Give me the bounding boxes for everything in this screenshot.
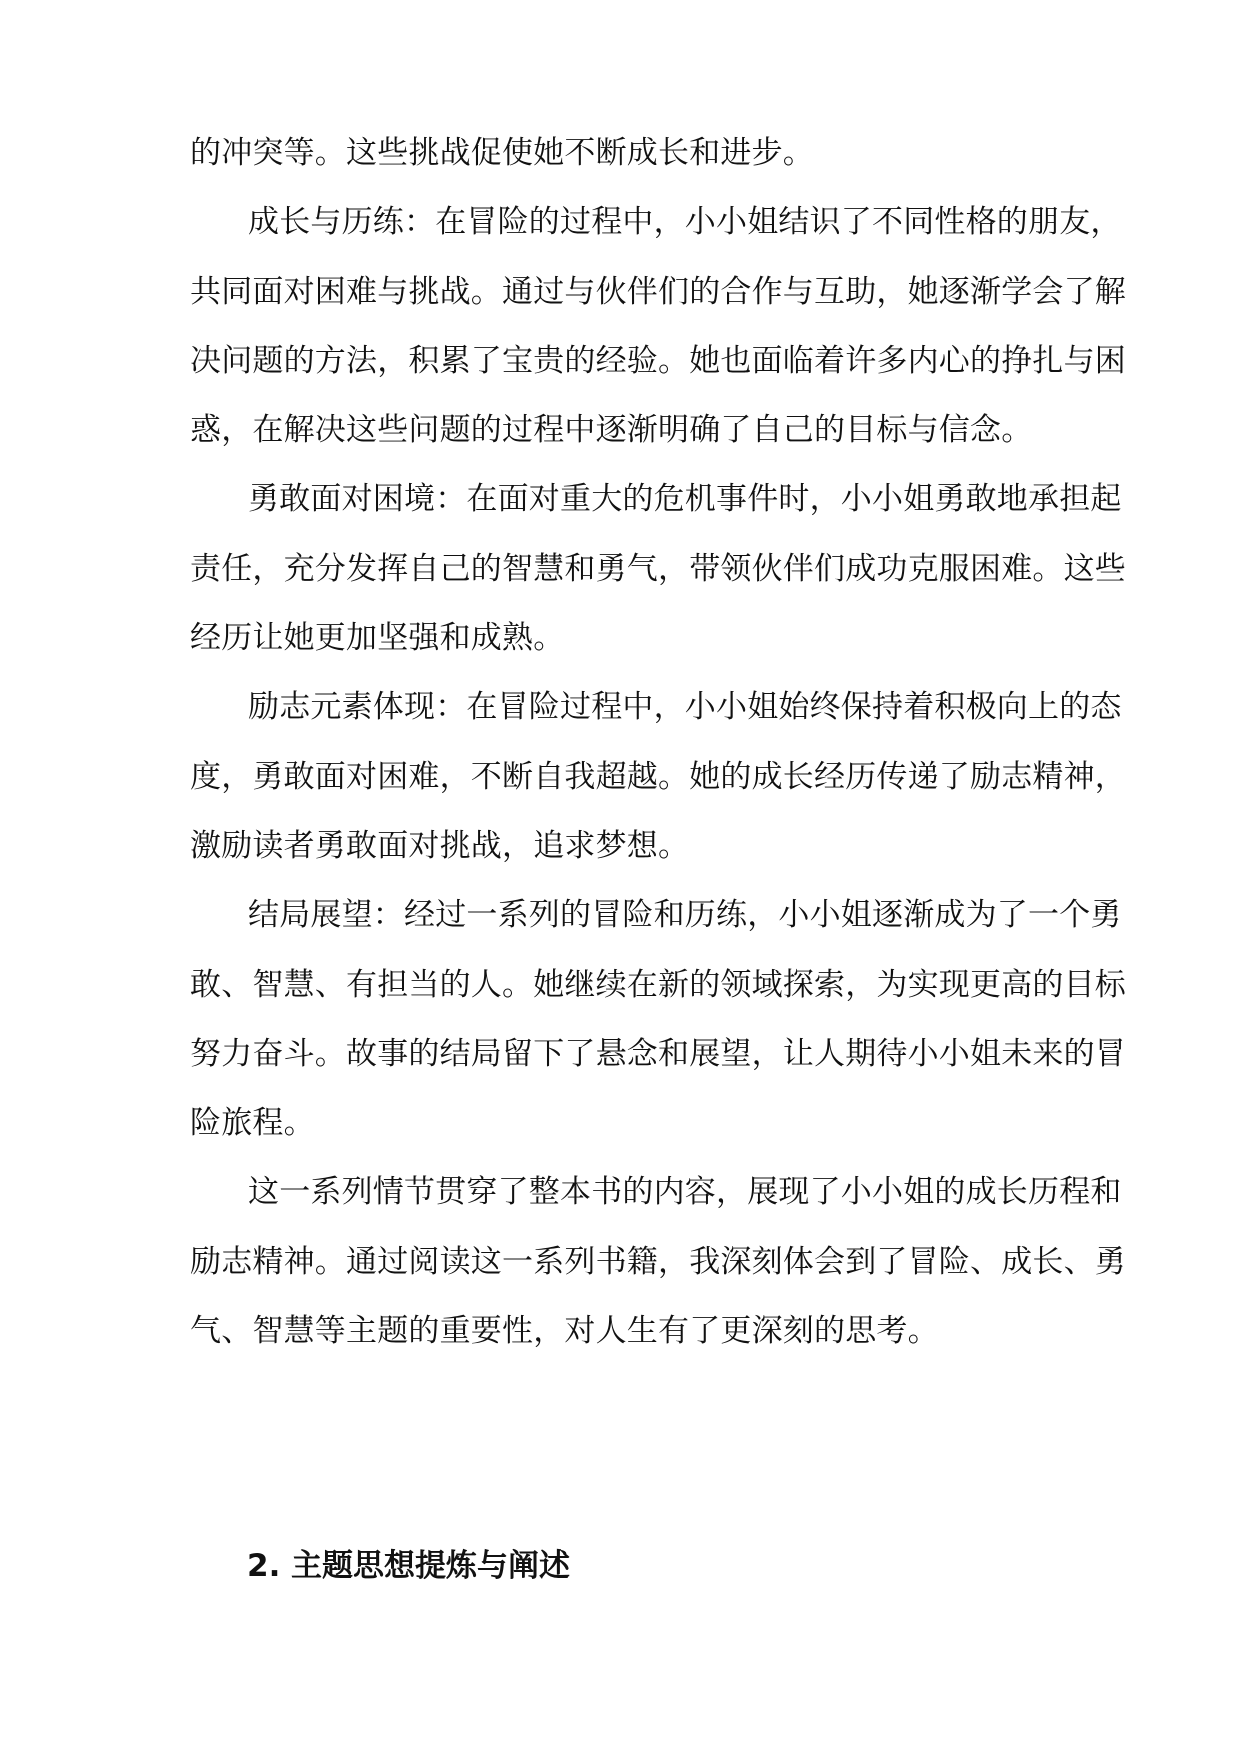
paragraph-3-line-2: 激励读者勇敢面对挑战，追求梦想。 bbox=[190, 828, 690, 864]
section-heading bbox=[247, 1546, 570, 1586]
paragraph-5-line-2: 气、智慧等主题的重要性，对人生有了更深刻的思考。 bbox=[190, 1313, 939, 1349]
paragraph-1-line-2: 决问题的方法，积累了宝贵的经验。她也面临着许多内心的挣扎与困 bbox=[190, 343, 1126, 379]
section-heading-title: 主题思想提炼与阐述 bbox=[291, 1548, 570, 1584]
paragraph-2-line-1: 责任，充分发挥自己的智慧和勇气，带领伙伴们成功克服困难。这些 bbox=[190, 551, 1126, 587]
paragraph-2-line-0: 勇敢面对困境：在面对重大的危机事件时，小小姐勇敢地承担起 bbox=[248, 481, 1122, 517]
paragraph-0-line-0: 的冲突等。这些挑战促使她不断成长和进步。 bbox=[190, 135, 814, 171]
paragraph-5-line-1: 励志精神。通过阅读这一系列书籍，我深刻体会到了冒险、成长、勇 bbox=[190, 1244, 1126, 1280]
paragraph-3-line-0: 励志元素体现：在冒险过程中，小小姐始终保持着积极向上的态 bbox=[248, 689, 1122, 725]
paragraph-4-line-1: 敢、智慧、有担当的人。她继续在新的领域探索，为实现更高的目标 bbox=[190, 967, 1126, 1003]
paragraph-3-line-1: 度，勇敢面对困难，不断自我超越。她的成长经历传递了励志精神， bbox=[190, 759, 1126, 795]
paragraph-1-line-3: 惑，在解决这些问题的过程中逐渐明确了自己的目标与信念。 bbox=[190, 412, 1033, 448]
paragraph-1-line-1: 共同面对困难与挑战。通过与伙伴们的合作与互助，她逐渐学会了解 bbox=[190, 274, 1126, 310]
paragraph-1-line-0: 成长与历练：在冒险的过程中，小小姐结识了不同性格的朋友， bbox=[248, 204, 1122, 240]
paragraph-2-line-2: 经历让她更加坚强和成熟。 bbox=[190, 620, 565, 656]
section-heading-number: 2. bbox=[247, 1548, 281, 1584]
paragraph-4-line-0: 结局展望：经过一系列的冒险和历练，小小姐逐渐成为了一个勇 bbox=[248, 897, 1122, 933]
paragraph-4-line-3: 险旅程。 bbox=[190, 1105, 315, 1141]
paragraph-5-line-0: 这一系列情节贯穿了整本书的内容，展现了小小姐的成长历程和 bbox=[248, 1174, 1122, 1210]
paragraph-4-line-2: 努力奋斗。故事的结局留下了悬念和展望，让人期待小小姐未来的冒 bbox=[190, 1036, 1126, 1072]
